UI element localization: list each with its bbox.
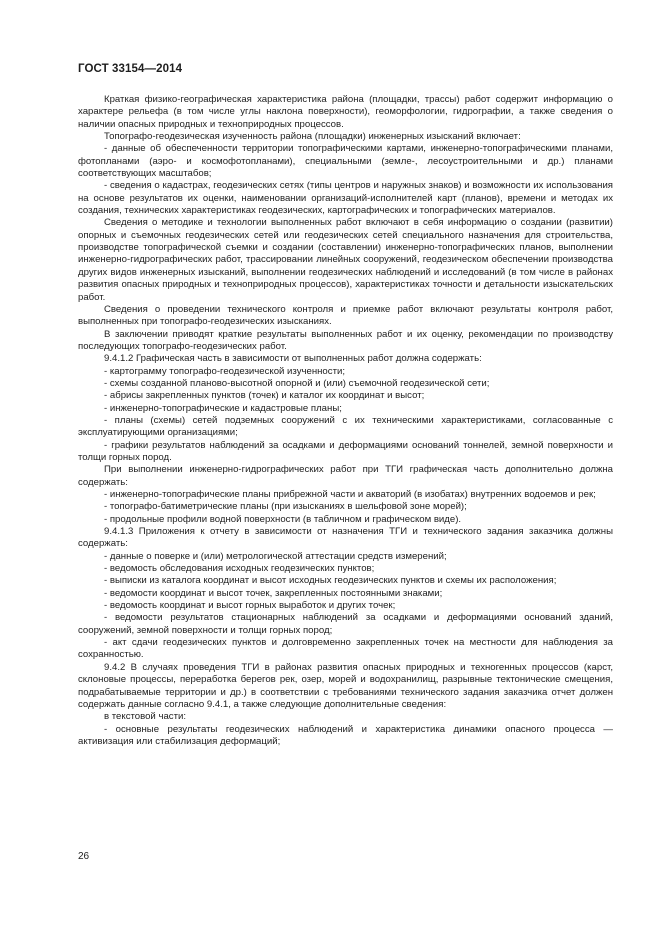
section-paragraph: 9.4.1.3 Приложения к отчету в зависимости от назначения ТГИ и технического задания заказчика должны содержать:	[78, 526, 613, 550]
section-paragraph: 9.4.2 В случаях проведения ТГИ в районах развития опасных природных и техногенных процессов (карст, склоновые процессы, переработка берегов рек, озер, морей и водохранилищ, разрывные тектонические смещения, подрабатываемые территории и др.) в соответствии с требованиями технического задания заказчика отчет должен содержать данные согласно 9.4.1, а также следующие дополнительные сведения:	[78, 661, 613, 710]
list-item: - картограмму топографо-геодезической изученности;	[104, 365, 345, 377]
list-item: - графики результатов наблюдений за осадками и деформациями оснований тоннелей, земной поверхности и толщи горных пород.	[78, 439, 613, 463]
page-number: 26	[78, 851, 90, 862]
list-item: - схемы созданной планово-высотной опорной и (или) съемочной геодезической сети;	[104, 377, 490, 389]
section-paragraph: 9.4.1.2 Графическая часть в зависимости от выполненных работ должна содержать:	[104, 353, 482, 365]
list-item: - данные о поверке и (или) метрологической аттестации средств измерений;	[104, 550, 447, 562]
list-item: - сведения о кадастрах, геодезических сетях (типы центров и наружных знаков) и возможности их использования на основе результатов их оценки, наименовании организаций-исполнителей карт (планов), времени и методах их создания, технических характеристиках геодезических, картографических и топографических материалов.	[78, 180, 613, 217]
paragraph: В заключении приводят краткие результаты выполненных работ и их оценку, рекомендации по производству последующих топографо-геодезических работ.	[78, 328, 613, 352]
list-item: - ведомость координат и высот горных выработок и других точек;	[104, 600, 396, 612]
list-item: - инженерно-топографические и кадастровые планы;	[104, 402, 342, 414]
list-item: - основные результаты геодезических наблюдений и характеристика динамики опасного процесса — активизация или стабилизация деформаций;	[78, 723, 613, 747]
list-item: - ведомости координат и высот точек, закрепленных постоянными знаками;	[104, 587, 443, 599]
list-item: - акт сдачи геодезических пунктов и долговременно закрепленных точек на местности для наблюдения за сохранностью.	[78, 637, 613, 661]
list-item: - абрисы закрепленных пунктов (точек) и каталог их координат и высот;	[104, 390, 425, 402]
list-item: - данные об обеспеченности территории топографическими картами, инженерно-топографическими планами, фотопланами (аэро- и космофотопланами), специальными (земле-, лесоустроительными и др.) планами соответствующих масштабов;	[78, 143, 613, 180]
list-item: - топографо-батиметрические планы (при изысканиях в шельфовой зоне морей);	[104, 501, 467, 513]
document-body	[78, 94, 613, 748]
paragraph: Топографо-геодезическая изученность района (площадки) инженерных изысканий включает:	[104, 131, 521, 143]
list-item: - ведомость обследования исходных геодезических пунктов;	[104, 563, 375, 575]
paragraph: При выполнении инженерно-гидрографических работ при ТГИ графическая часть дополнительно должна содержать:	[78, 464, 613, 488]
paragraph: в текстовой части:	[104, 711, 187, 723]
paragraph: Сведения о проведении технического контроля и приемке работ включают результаты контроля работ, выполненных при топографо-геодезических изысканиях.	[78, 303, 613, 328]
list-item: - ведомости результатов стационарных наблюдений за осадками и деформациями оснований зданий, сооружений, земной поверхности и толщи горных пород;	[78, 612, 613, 636]
document-header: ГОСТ 33154—2014	[78, 63, 183, 75]
list-item: - продольные профили водной поверхности (в табличном и графическом виде).	[104, 513, 462, 525]
paragraph: Краткая физико-географическая характеристика района (площадки, трассы) работ содержит информацию о характере рельефа (в том числе углы наклона поверхности), геоморфологии, гидрографии, а также сведения о наличии опасных природных и техноприродных процессов.	[78, 94, 613, 130]
list-item: - инженерно-топографические планы прибрежной части и акваторий (в изобатах) внутренних водоемов и рек;	[104, 489, 596, 500]
list-item: - выписки из каталога координат и высот исходных геодезических пунктов и схемы их расположения;	[104, 575, 557, 587]
paragraph: Сведения о методике и технологии выполненных работ включают в себя информацию о создании (развитии) опорных и съемочных геодезических сетей или геодезических сетей специального назначения для строительства, производстве топографической съемки и создании (составлении) инженерно-топографических планов, выполнении инженерно-гидрографических работ, трассировании линейных сооружений, геодезическом обеспечении производства других видов инженерных изысканий, выполнении геодезических наблюдений и исследований (в том числе в районах развития опасных природных и техноприродных процессов), характеристиках точности и детальности изыскательских работ.	[78, 217, 613, 303]
list-item: - планы (схемы) сетей подземных сооружений с их техническими характеристиками, согласованные с эксплуатирующими организациями;	[78, 414, 613, 439]
